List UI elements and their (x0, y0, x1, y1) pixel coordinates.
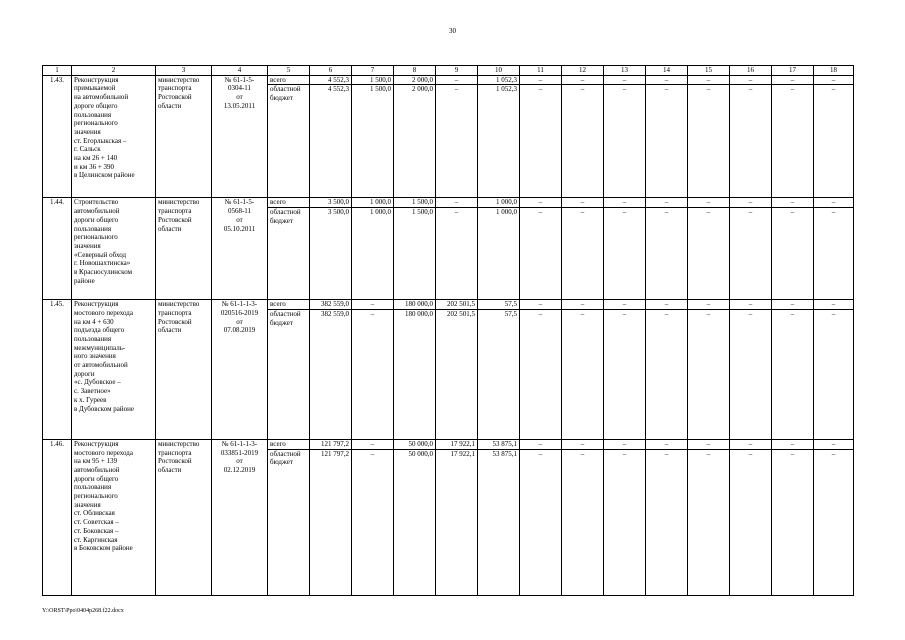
text-line: регионального (74, 119, 118, 128)
text-line: пользования (74, 334, 112, 343)
text-line: Строительство (74, 198, 119, 207)
column-number-cell: 14 (646, 66, 688, 76)
amount-cell: 1 500,0 (352, 85, 394, 198)
text-line: бюджет (270, 216, 293, 225)
text-line: всего (270, 75, 286, 84)
text-line: автомобильной (74, 207, 120, 216)
text-line: к х. Гуреев (74, 395, 107, 404)
text-line: областной (270, 208, 301, 217)
text-line: области (158, 465, 182, 474)
expertise-doc-cell (212, 198, 268, 300)
text-line: с. Заветное» (74, 387, 111, 396)
text-line: областной (270, 449, 301, 458)
text-line: от (236, 93, 243, 102)
amount-cell: 1 052,3 (478, 85, 520, 198)
empty-year-cell: – (520, 75, 562, 85)
empty-year-cell: – (688, 208, 730, 300)
amount-cell: 53 875,1 (478, 449, 520, 595)
amount-cell: – (436, 85, 478, 198)
funding-source-cell (268, 75, 310, 85)
empty-year-cell: – (604, 449, 646, 595)
column-number-cell: 8 (394, 66, 436, 76)
empty-year-cell: – (562, 208, 604, 300)
amount-cell: 202 501,5 (436, 300, 478, 310)
empty-year-cell: – (646, 85, 688, 198)
text-line: дороги (74, 369, 95, 378)
empty-year-cell: – (772, 75, 814, 85)
empty-year-cell: – (730, 85, 772, 198)
amount-cell: 17 922,1 (436, 439, 478, 449)
empty-year-cell: – (688, 449, 730, 595)
amount-cell: 180 000,0 (394, 309, 436, 439)
text-line: ст. Советская – (74, 518, 119, 527)
text-line: примыкаемой (74, 84, 116, 93)
object-name-cell (72, 300, 156, 440)
text-line: всего (270, 439, 286, 448)
text-line: 033851-2019 (220, 448, 259, 457)
expertise-doc-cell (212, 75, 268, 198)
amount-cell: 57,5 (478, 309, 520, 439)
text-line: дороге общего (74, 101, 118, 110)
text-line: подъезда общего (74, 326, 125, 335)
text-line: министерство (158, 439, 200, 448)
row-number-cell: 1.46. (43, 439, 72, 595)
text-line: транспорта (158, 448, 192, 457)
empty-year-cell: – (814, 198, 854, 208)
empty-year-cell: – (772, 449, 814, 595)
text-line: значения (74, 500, 101, 509)
text-line: министерство (158, 75, 200, 84)
amount-cell: 2 000,0 (394, 85, 436, 198)
empty-year-cell: – (520, 208, 562, 300)
text-line: автомобильной (74, 465, 120, 474)
empty-year-cell: – (520, 198, 562, 208)
table-row (43, 75, 854, 85)
amount-cell: 2 000,0 (394, 75, 436, 85)
text-line: министерство (158, 300, 200, 309)
text-line: в Целинском районе (74, 171, 135, 180)
file-path-footer: Y:\ORST\Ppo\0404p268.f22.docx (42, 608, 124, 614)
column-number-cell: 9 (436, 66, 478, 76)
text-line: пользования (74, 110, 112, 119)
empty-year-cell: – (772, 309, 814, 439)
amount-cell: – (352, 439, 394, 449)
text-line: г. Сальск (74, 145, 101, 154)
text-line: на км 4 + 630 (74, 317, 114, 326)
text-line: и км 36 + 390 (74, 162, 115, 171)
text-line: области (158, 326, 182, 335)
amount-cell: 1 000,0 (478, 198, 520, 208)
text-line: 0304-11 (227, 84, 252, 93)
text-line: № 61-1-1-3- (221, 300, 258, 309)
text-line: мостового перехода (74, 448, 133, 457)
empty-year-cell: – (604, 439, 646, 449)
text-line: 020516-2019 (220, 308, 259, 317)
empty-year-cell: – (562, 85, 604, 198)
empty-year-cell: – (772, 85, 814, 198)
empty-year-cell: – (688, 198, 730, 208)
text-line: г. Новошахтинска» (74, 259, 131, 268)
amount-cell: 53 875,1 (478, 439, 520, 449)
expertise-doc-cell (212, 300, 268, 440)
object-name-cell (72, 75, 156, 198)
amount-cell: 4 552,3 (310, 85, 352, 198)
column-number-cell: 6 (310, 66, 352, 76)
empty-year-cell: – (520, 85, 562, 198)
funding-source-cell (268, 85, 310, 198)
column-number-cell: 13 (604, 66, 646, 76)
text-line: ст. Обливская (74, 509, 115, 518)
amount-cell: 1 052,3 (478, 75, 520, 85)
amount-cell: 1 500,0 (394, 208, 436, 300)
text-line: областной (270, 85, 301, 94)
text-line: на км 95 + 139 (74, 457, 118, 466)
text-line: 07.08.2019 (223, 326, 256, 335)
empty-year-cell: – (688, 439, 730, 449)
row-number-cell: 1.44. (43, 198, 72, 300)
amount-cell: 382 559,0 (310, 309, 352, 439)
text-line: дороги общего (74, 215, 119, 224)
text-line: дороги общего (74, 474, 119, 483)
amount-cell: 17 922,1 (436, 449, 478, 595)
empty-year-cell: – (772, 300, 814, 310)
column-number-cell: 17 (772, 66, 814, 76)
amount-cell: – (436, 208, 478, 300)
text-line: Ростовской (158, 215, 192, 224)
amount-cell: 3 500,0 (310, 198, 352, 208)
text-line: бюджет (270, 458, 293, 467)
column-number-cell: 3 (156, 66, 212, 76)
column-number-cell: 7 (352, 66, 394, 76)
empty-year-cell: – (688, 300, 730, 310)
empty-year-cell: – (730, 449, 772, 595)
empty-year-cell: – (646, 449, 688, 595)
empty-year-cell: – (688, 75, 730, 85)
empty-year-cell: – (562, 439, 604, 449)
amount-cell: – (352, 449, 394, 595)
empty-year-cell: – (688, 309, 730, 439)
empty-year-cell: – (562, 309, 604, 439)
amount-cell: 1 500,0 (394, 198, 436, 208)
text-line: всего (270, 198, 286, 207)
empty-year-cell: – (562, 198, 604, 208)
table-body (43, 66, 854, 596)
empty-year-cell: – (730, 300, 772, 310)
empty-year-cell: – (814, 208, 854, 300)
empty-year-cell: – (772, 208, 814, 300)
empty-year-cell: – (814, 439, 854, 449)
executor-cell (156, 439, 212, 595)
text-line: в Красносулинском (74, 268, 132, 277)
column-number-cell: 11 (520, 66, 562, 76)
empty-year-cell: – (646, 300, 688, 310)
amount-cell: 3 500,0 (310, 208, 352, 300)
amount-cell: 1 000,0 (352, 208, 394, 300)
text-line: пользования (74, 224, 112, 233)
text-line: Ростовской (158, 317, 192, 326)
empty-year-cell: – (814, 309, 854, 439)
text-line: области (158, 101, 182, 110)
text-line: всего (270, 300, 286, 309)
amount-cell: 202 501,5 (436, 309, 478, 439)
table-row (43, 300, 854, 310)
empty-year-cell: – (520, 449, 562, 595)
empty-year-cell: – (604, 208, 646, 300)
text-line: ст. Егорлыкская – (74, 136, 127, 145)
text-line: от (236, 317, 243, 326)
funding-source-cell (268, 439, 310, 449)
amount-cell: 1 000,0 (478, 208, 520, 300)
text-line: № 61-1-5- (224, 75, 255, 84)
text-line: областной (270, 309, 301, 318)
amount-cell: – (436, 198, 478, 208)
empty-year-cell: – (688, 85, 730, 198)
text-line: от (236, 215, 243, 224)
empty-year-cell: – (646, 198, 688, 208)
text-line: значения (74, 127, 101, 136)
empty-year-cell: – (562, 449, 604, 595)
text-line: № 61-1-1-3- (221, 439, 258, 448)
amount-cell: 57,5 (478, 300, 520, 310)
text-line: министерство (158, 198, 200, 207)
funding-source-cell (268, 309, 310, 439)
empty-year-cell: – (520, 300, 562, 310)
funding-source-cell (268, 208, 310, 300)
funding-source-cell (268, 449, 310, 595)
text-line: «Северный обход (74, 250, 127, 259)
text-line: 0568-11 (227, 207, 252, 216)
amount-cell: 121 797,2 (310, 449, 352, 595)
text-line: Ростовской (158, 457, 192, 466)
text-line: в Дубовском районе (74, 404, 134, 413)
empty-year-cell: – (730, 208, 772, 300)
text-line: регионального (74, 492, 118, 501)
funding-source-cell (268, 198, 310, 208)
empty-year-cell: – (604, 300, 646, 310)
column-number-cell: 18 (814, 66, 854, 76)
text-line: области (158, 224, 182, 233)
text-line: «с. Дубовское – (74, 378, 121, 387)
text-line: от автомобильной (74, 361, 128, 370)
amount-cell: 4 552,3 (310, 75, 352, 85)
text-line: бюджет (270, 318, 293, 327)
empty-year-cell: – (646, 75, 688, 85)
empty-year-cell: – (730, 198, 772, 208)
empty-year-cell: – (604, 198, 646, 208)
row-number-cell: 1.43. (43, 75, 72, 198)
column-number-cell: 4 (212, 66, 268, 76)
amount-cell: – (436, 75, 478, 85)
text-line: транспорта (158, 308, 192, 317)
empty-year-cell: – (562, 75, 604, 85)
empty-year-cell: – (814, 75, 854, 85)
text-line: межмуниципаль- (74, 343, 126, 352)
empty-year-cell: – (814, 85, 854, 198)
text-line: Реконструкция (74, 75, 119, 84)
text-line: мостового перехода (74, 308, 133, 317)
amount-cell: 50 000,0 (394, 449, 436, 595)
text-line: пользования (74, 483, 112, 492)
text-line: значения (74, 241, 101, 250)
text-line: транспорта (158, 207, 192, 216)
text-line: Ростовской (158, 93, 192, 102)
empty-year-cell: – (520, 309, 562, 439)
amount-cell: 1 000,0 (352, 198, 394, 208)
empty-year-cell: – (730, 75, 772, 85)
text-line: транспорта (158, 84, 192, 93)
table-row (43, 439, 854, 449)
amount-cell: – (352, 300, 394, 310)
amount-cell: 382 559,0 (310, 300, 352, 310)
empty-year-cell: – (562, 300, 604, 310)
funding-source-cell (268, 300, 310, 310)
executor-cell (156, 75, 212, 198)
empty-year-cell: – (604, 75, 646, 85)
empty-year-cell: – (772, 198, 814, 208)
amount-cell: – (352, 309, 394, 439)
text-line: на км 26 + 140 (74, 154, 118, 163)
text-line: 13.05.2011 (223, 101, 256, 110)
text-line: № 61-1-5- (224, 198, 255, 207)
executor-cell (156, 198, 212, 300)
text-line: 02.12.2019 (223, 465, 256, 474)
table-row (43, 198, 854, 208)
amount-cell: 121 797,2 (310, 439, 352, 449)
text-line: ст. Боковская – (74, 526, 119, 535)
object-name-cell (72, 198, 156, 300)
empty-year-cell: – (730, 309, 772, 439)
empty-year-cell: – (604, 309, 646, 439)
column-number-cell: 16 (730, 66, 772, 76)
empty-year-cell: – (814, 300, 854, 310)
empty-year-cell: – (646, 309, 688, 439)
text-line: на автомобильной (74, 93, 129, 102)
column-number-cell: 12 (562, 66, 604, 76)
text-line: 05.10.2011 (223, 224, 256, 233)
text-line: бюджет (270, 94, 293, 103)
column-number-row (43, 66, 854, 76)
amount-cell: 1 500,0 (352, 75, 394, 85)
column-number-cell: 2 (72, 66, 156, 76)
text-line: ного значения (74, 352, 116, 361)
amount-cell: 180 000,0 (394, 300, 436, 310)
text-line: Реконструкция (74, 439, 119, 448)
row-number-cell: 1.45. (43, 300, 72, 440)
column-number-cell: 5 (268, 66, 310, 76)
column-number-cell: 10 (478, 66, 520, 76)
column-number-cell: 15 (688, 66, 730, 76)
empty-year-cell: – (814, 449, 854, 595)
amount-cell: 50 000,0 (394, 439, 436, 449)
empty-year-cell: – (730, 439, 772, 449)
empty-year-cell: – (604, 85, 646, 198)
empty-year-cell: – (646, 439, 688, 449)
expertise-doc-cell (212, 439, 268, 595)
executor-cell (156, 300, 212, 440)
text-line: Реконструкция (74, 300, 119, 309)
column-number-cell: 1 (43, 66, 72, 76)
text-line: от (236, 457, 243, 466)
empty-year-cell: – (772, 439, 814, 449)
text-line: регионального (74, 233, 118, 242)
empty-year-cell: – (646, 208, 688, 300)
text-line: ст. Каргинская (74, 535, 118, 544)
text-line: районе (74, 276, 95, 285)
object-name-cell (72, 439, 156, 595)
text-line: в Боковском районе (74, 544, 133, 553)
page-number: 30 (449, 27, 456, 35)
program-table (42, 65, 854, 596)
empty-year-cell: – (520, 439, 562, 449)
